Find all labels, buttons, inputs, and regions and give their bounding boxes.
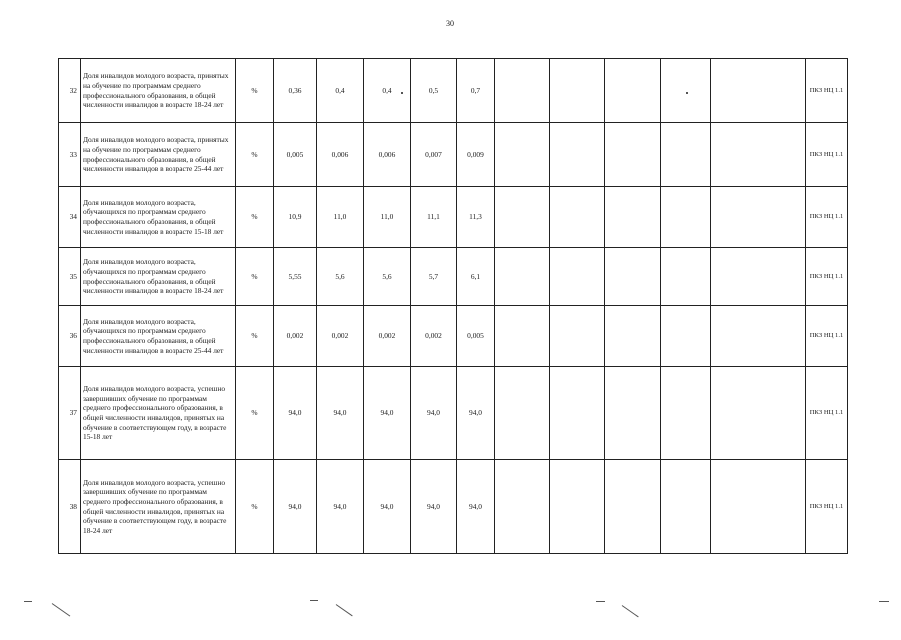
value-cell: 0,7 xyxy=(457,59,495,123)
empty-cell xyxy=(495,306,550,367)
value-cell: 11,0 xyxy=(317,187,364,248)
empty-cell xyxy=(495,248,550,306)
scan-mark xyxy=(336,604,353,616)
empty-cell xyxy=(495,460,550,554)
empty-cell xyxy=(605,123,661,187)
empty-cell xyxy=(605,460,661,554)
value-cell: 0,002 xyxy=(411,306,457,367)
empty-cell xyxy=(661,59,711,123)
empty-cell xyxy=(711,367,806,460)
indicator-description: Доля инвалидов молодого возраста, обучающихся по программам среднего профессионального образования, в общей численности инвалидов в возрасте 25-44 лет xyxy=(81,306,236,367)
value-cell: 0,002 xyxy=(364,306,411,367)
source-cell: ПКЗ НЦ 1.1 xyxy=(806,460,848,554)
value-cell: 11,0 xyxy=(364,187,411,248)
value-cell: 0,36 xyxy=(274,59,317,123)
empty-cell xyxy=(605,187,661,248)
value-cell: 0,007 xyxy=(411,123,457,187)
value-cell: 94,0 xyxy=(317,460,364,554)
empty-cell xyxy=(605,59,661,123)
value-cell: 5,55 xyxy=(274,248,317,306)
empty-cell xyxy=(661,123,711,187)
value-cell: 0,002 xyxy=(317,306,364,367)
row-number: 33 xyxy=(59,123,81,187)
unit-cell: % xyxy=(236,306,274,367)
empty-cell xyxy=(550,367,605,460)
scan-mark xyxy=(52,603,71,616)
unit-cell: % xyxy=(236,123,274,187)
source-cell: ПКЗ НЦ 1.1 xyxy=(806,306,848,367)
empty-cell xyxy=(711,123,806,187)
indicator-description: Доля инвалидов молодого возраста, успешно завершивших обучение по программам среднего профессионального образования, в общей численности инвалидов, принятых на обучение в соответствующем году, в возрасте 18-24 лет xyxy=(81,460,236,554)
value-cell: 94,0 xyxy=(457,367,495,460)
table-row xyxy=(59,187,848,248)
table-row xyxy=(59,123,848,187)
row-number: 37 xyxy=(59,367,81,460)
value-cell: 94,0 xyxy=(364,460,411,554)
scan-speck xyxy=(686,92,688,94)
value-cell: 5,6 xyxy=(317,248,364,306)
empty-cell xyxy=(605,306,661,367)
value-cell: 0,005 xyxy=(457,306,495,367)
indicators-table xyxy=(58,58,848,554)
value-cell: 6,1 xyxy=(457,248,495,306)
empty-cell xyxy=(495,123,550,187)
value-cell: 0,4 xyxy=(317,59,364,123)
empty-cell xyxy=(661,367,711,460)
unit-cell: % xyxy=(236,248,274,306)
empty-cell xyxy=(661,460,711,554)
indicator-description: Доля инвалидов молодого возраста, обучающихся по программам среднего профессионального образования, в общей численности инвалидов в возрасте 15-18 лет xyxy=(81,187,236,248)
value-cell: 0,4 xyxy=(364,59,411,123)
value-cell: 94,0 xyxy=(411,367,457,460)
empty-cell xyxy=(711,59,806,123)
table-row xyxy=(59,59,848,123)
value-cell: 94,0 xyxy=(274,460,317,554)
row-number: 35 xyxy=(59,248,81,306)
unit-cell: % xyxy=(236,367,274,460)
value-cell: 94,0 xyxy=(317,367,364,460)
empty-cell xyxy=(605,248,661,306)
empty-cell xyxy=(550,306,605,367)
table-row xyxy=(59,367,848,460)
value-cell: 11,3 xyxy=(457,187,495,248)
value-cell: 11,1 xyxy=(411,187,457,248)
scan-mark xyxy=(596,601,605,602)
empty-cell xyxy=(661,306,711,367)
value-cell: 10,9 xyxy=(274,187,317,248)
unit-cell: % xyxy=(236,187,274,248)
page-number: 30 xyxy=(446,19,454,28)
unit-cell: % xyxy=(236,460,274,554)
value-cell: 5,6 xyxy=(364,248,411,306)
row-number: 34 xyxy=(59,187,81,248)
table-row xyxy=(59,306,848,367)
scan-mark xyxy=(310,600,318,601)
empty-cell xyxy=(661,187,711,248)
source-cell: ПКЗ НЦ 1.1 xyxy=(806,187,848,248)
value-cell: 0,005 xyxy=(274,123,317,187)
table-body xyxy=(59,59,848,554)
row-number: 32 xyxy=(59,59,81,123)
indicator-description: Доля инвалидов молодого возраста, обучающихся по программам среднего профессионального образования, в общей численности инвалидов в возрасте 18-24 лет xyxy=(81,248,236,306)
empty-cell xyxy=(550,59,605,123)
scan-mark xyxy=(622,605,639,617)
scan-mark xyxy=(24,601,32,602)
row-number: 36 xyxy=(59,306,81,367)
source-cell: ПКЗ НЦ 1.1 xyxy=(806,248,848,306)
empty-cell xyxy=(550,248,605,306)
empty-cell xyxy=(711,187,806,248)
table-row xyxy=(59,248,848,306)
value-cell: 0,009 xyxy=(457,123,495,187)
scan-mark xyxy=(879,601,889,602)
source-cell: ПКЗ НЦ 1.1 xyxy=(806,367,848,460)
value-cell: 0,002 xyxy=(274,306,317,367)
value-cell: 0,5 xyxy=(411,59,457,123)
empty-cell xyxy=(711,306,806,367)
source-cell: ПКЗ НЦ 1.1 xyxy=(806,59,848,123)
empty-cell xyxy=(550,187,605,248)
empty-cell xyxy=(495,367,550,460)
value-cell: 0,006 xyxy=(317,123,364,187)
table-row xyxy=(59,460,848,554)
unit-cell: % xyxy=(236,59,274,123)
indicator-description: Доля инвалидов молодого возраста, успешно завершивших обучение по программам среднего профессионального образования, в общей численности инвалидов, принятых на обучение в соответствующем году, в возрасте 15-18 лет xyxy=(81,367,236,460)
source-cell: ПКЗ НЦ 1.1 xyxy=(806,123,848,187)
value-cell: 94,0 xyxy=(411,460,457,554)
row-number: 38 xyxy=(59,460,81,554)
empty-cell xyxy=(661,248,711,306)
indicator-description: Доля инвалидов молодого возраста, принятых на обучение по программам среднего профессионального образования, в общей численности инвалидов в возрасте 18-24 лет xyxy=(81,59,236,123)
value-cell: 94,0 xyxy=(364,367,411,460)
value-cell: 5,7 xyxy=(411,248,457,306)
empty-cell xyxy=(550,460,605,554)
empty-cell xyxy=(605,367,661,460)
empty-cell xyxy=(711,248,806,306)
empty-cell xyxy=(550,123,605,187)
scan-speck xyxy=(401,92,403,94)
empty-cell xyxy=(495,187,550,248)
empty-cell xyxy=(495,59,550,123)
empty-cell xyxy=(711,460,806,554)
value-cell: 94,0 xyxy=(274,367,317,460)
indicator-description: Доля инвалидов молодого возраста, принятых на обучение по программам среднего профессионального образования, в общей численности инвалидов в возрасте 25-44 лет xyxy=(81,123,236,187)
value-cell: 0,006 xyxy=(364,123,411,187)
value-cell: 94,0 xyxy=(457,460,495,554)
